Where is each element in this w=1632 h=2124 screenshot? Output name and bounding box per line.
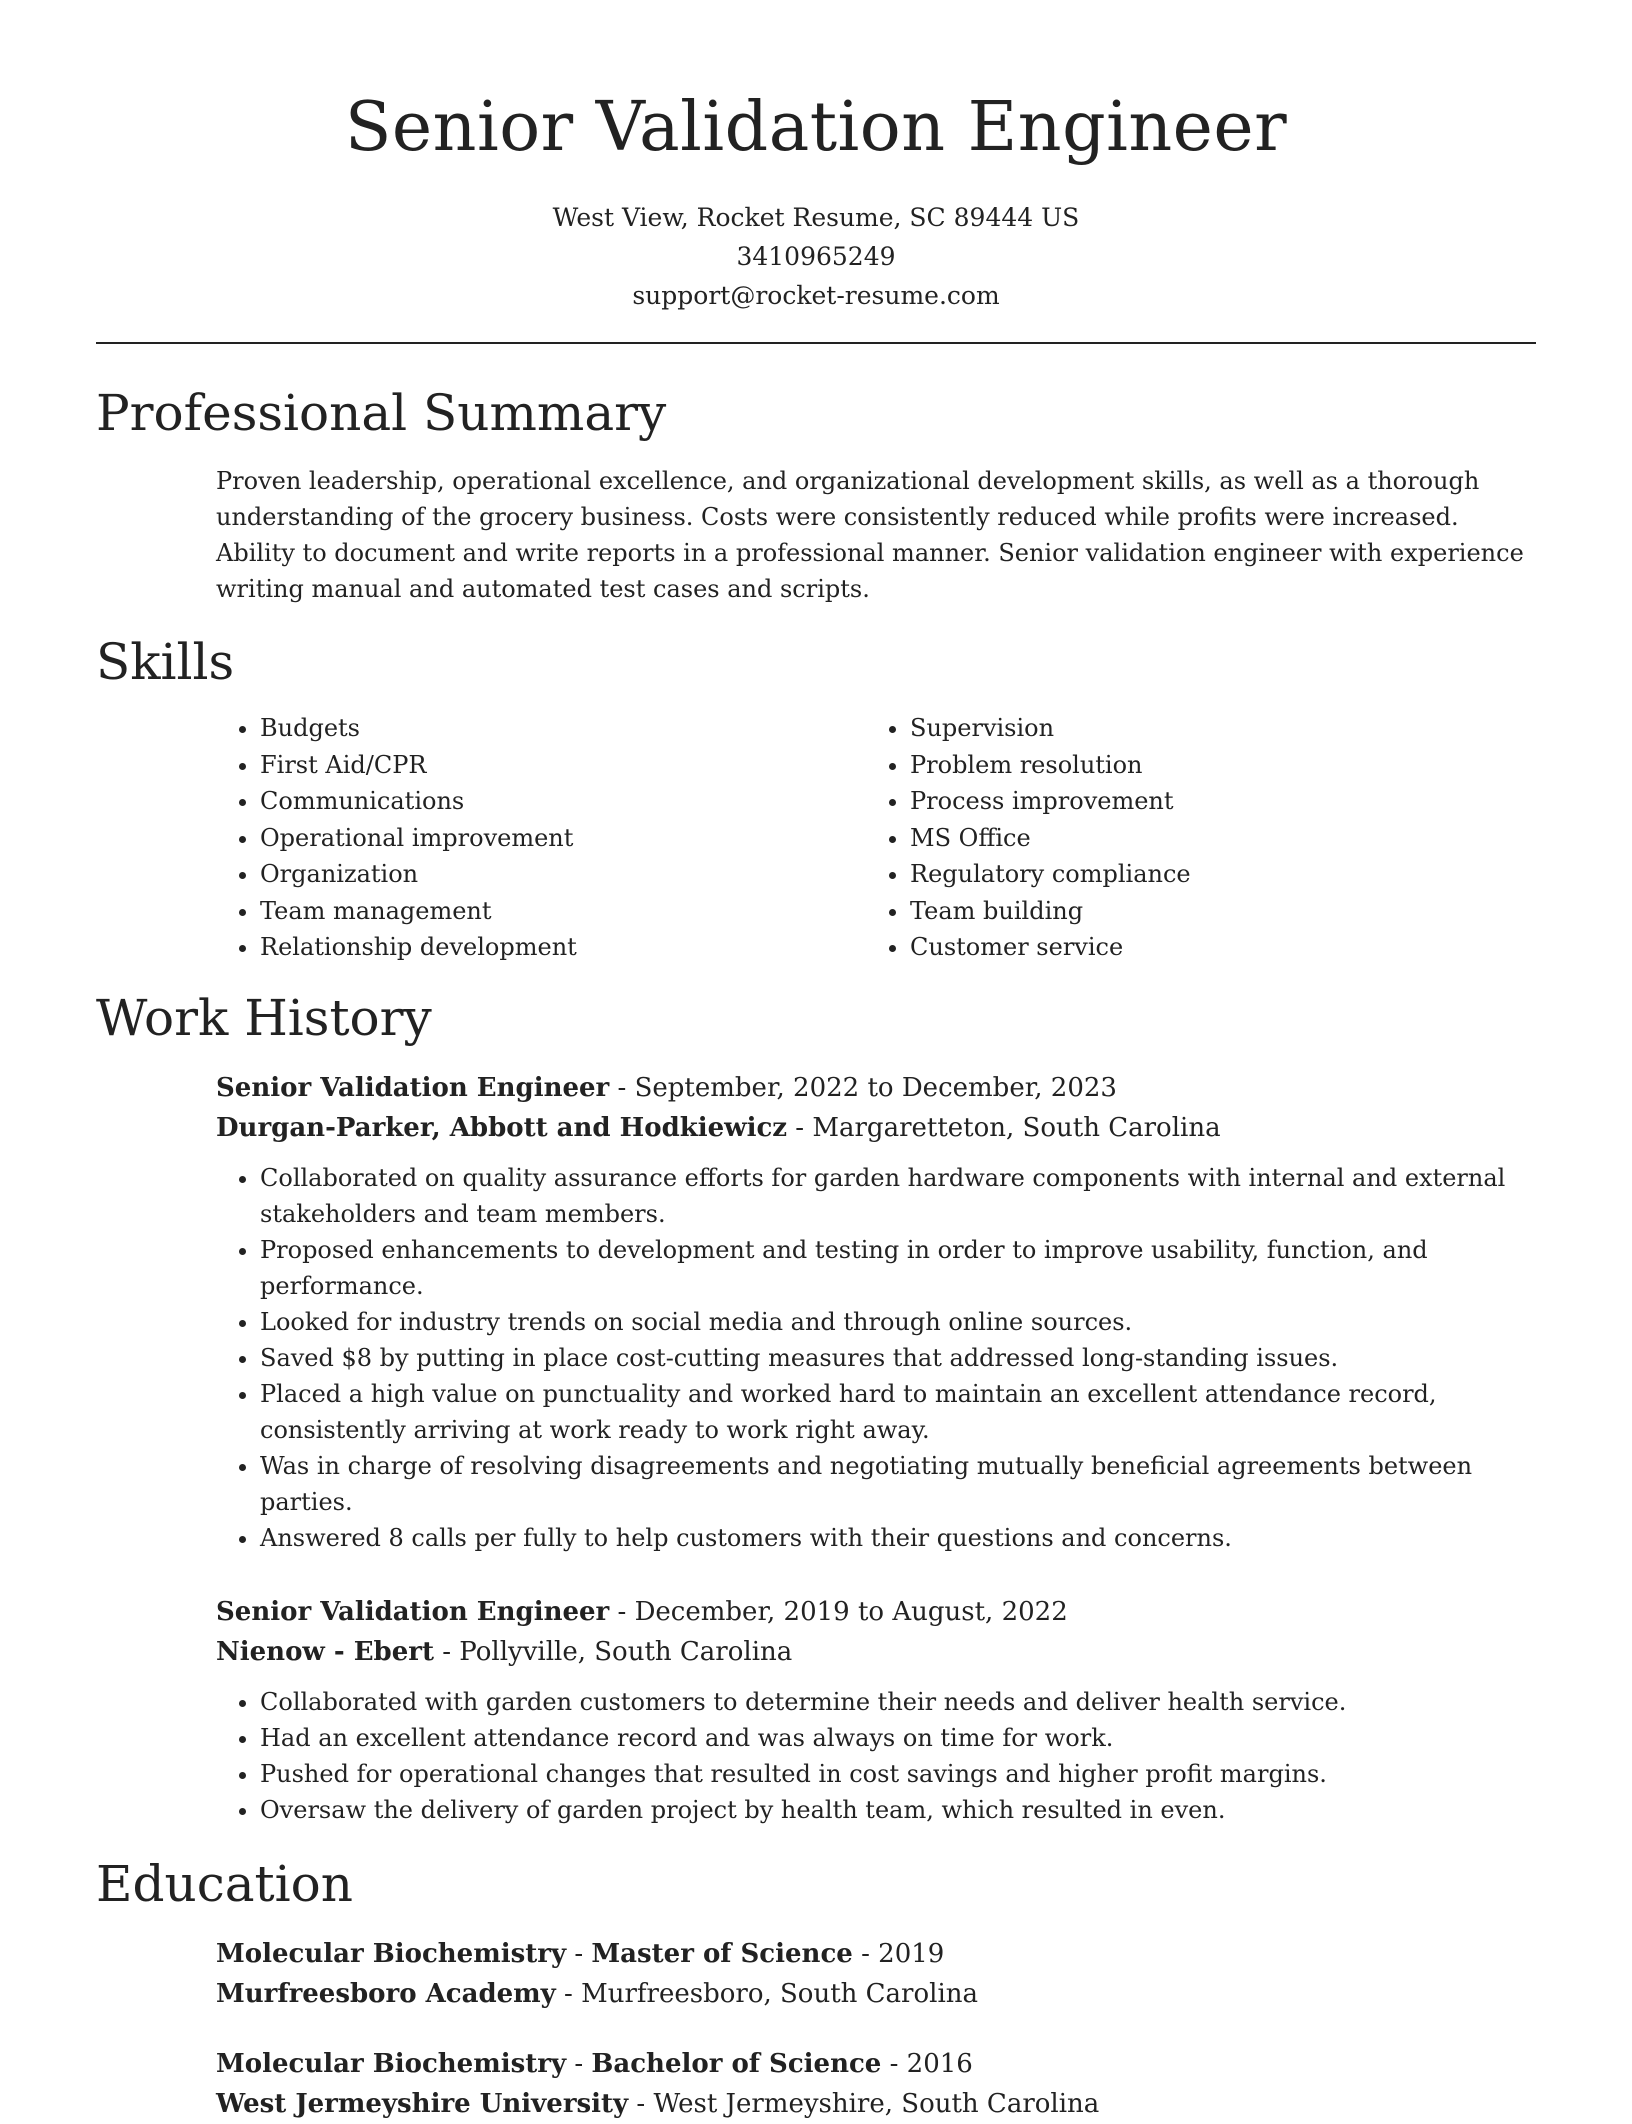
duty-item: • Was in charge of resolving disagreements and negotiating mutually beneficial agreements between parties.	[260, 1448, 1536, 1520]
skill-item: • Operational improvement	[260, 820, 866, 857]
duty-item: • Oversaw the delivery of garden project by health team, which resulted in even.	[260, 1792, 1536, 1828]
summary-heading: Professional Summary	[96, 384, 667, 442]
graduation-year: 2019	[878, 1939, 945, 1969]
address: West View, Rocket Resume, SC 89444 US	[552, 203, 1080, 232]
skill-item: • Supervision	[910, 710, 1516, 747]
job-location: Margaretteton, South Carolina	[812, 1113, 1221, 1143]
skill-item: • Team management	[260, 893, 866, 930]
job-title: Senior Validation Engineer	[216, 1597, 610, 1627]
duty-item: • Answered 8 calls per fully to help customers with their questions and concerns.	[260, 1520, 1536, 1556]
skill-item: • Regulatory compliance	[910, 856, 1516, 893]
skill-item: • MS Office	[910, 820, 1516, 857]
school-location: West Jermeyshire, South Carolina	[653, 2089, 1100, 2119]
education-entry	[216, 1934, 1536, 2014]
job-location: Pollyville, South Carolina	[459, 1637, 793, 1667]
skills-column-right	[866, 710, 1516, 966]
education-heading: Education	[96, 1855, 353, 1913]
phone: 3410965249	[736, 242, 896, 271]
skill-item: • Process improvement	[910, 783, 1516, 820]
degree-line: Molecular Biochemistry - Bachelor of Science - 2016	[216, 2049, 973, 2079]
company-name: Durgan-Parker, Abbott and Hodkiewicz	[216, 1113, 788, 1143]
duty-item: • Proposed enhancements to development and testing in order to improve usability, function, and performance.	[260, 1232, 1536, 1304]
summary-text: Proven leadership, operational excellence, and organizational development skills, as well as a thorough understanding of the grocery business. Costs were consistently reduced while profits were increased. Ability to document and write reports in a professional manner. Senior validation engineer with experience writing manual and automated test cases and scripts.	[216, 467, 1524, 603]
candidate-name: Senior Validation Engineer	[344, 88, 1288, 167]
school-location: Murfreesboro, South Carolina	[581, 1979, 979, 2009]
job-entry	[216, 1068, 1536, 1556]
field-of-study: Molecular Biochemistry	[216, 1939, 567, 1969]
job-title: Senior Validation Engineer	[216, 1073, 610, 1103]
resume-header	[96, 80, 1536, 315]
skill-item: • Problem resolution	[910, 747, 1516, 784]
skills-heading: Skills	[96, 633, 235, 691]
duty-item: • Collaborated on quality assurance efforts for garden hardware components with internal and external stakeholders and team members.	[260, 1160, 1536, 1232]
company-name: Nienow - Ebert	[216, 1637, 434, 1667]
duty-item: • Pushed for operational changes that resulted in cost savings and higher profit margins.	[260, 1756, 1536, 1792]
school-line: Murfreesboro Academy - Murfreesboro, South Carolina	[216, 1979, 979, 2009]
skill-item: • Team building	[910, 893, 1516, 930]
degree: Bachelor of Science	[591, 2049, 882, 2079]
work-history-heading: Work History	[96, 989, 432, 1047]
education-entry	[216, 2044, 1536, 2124]
job-dates: December, 2019 to August, 2022	[634, 1597, 1068, 1627]
school-line: West Jermeyshire University - West Jermeyshire, South Carolina	[216, 2089, 1100, 2119]
school-name: Murfreesboro Academy	[216, 1979, 556, 2009]
skill-item: • Relationship development	[260, 929, 866, 966]
email: support@rocket-resume.com	[632, 281, 1000, 310]
job-entry	[216, 1592, 1536, 1828]
duty-item: • Placed a high value on punctuality and worked hard to maintain an excellent attendance record, consistently arriving at work ready to work right away.	[260, 1376, 1536, 1448]
job-company-line: Durgan-Parker, Abbott and Hodkiewicz - Margaretteton, South Carolina	[216, 1113, 1221, 1143]
duty-item: • Saved $8 by putting in place cost-cutting measures that addressed long-standing issues.	[260, 1340, 1536, 1376]
skills-list	[216, 710, 1536, 966]
duty-item: • Looked for industry trends on social media and through online sources.	[260, 1304, 1536, 1340]
job-duties	[216, 1684, 1536, 1828]
skills-column-left	[216, 710, 866, 966]
job-duties	[216, 1160, 1536, 1556]
skill-item: • Communications	[260, 783, 866, 820]
job-company-line: Nienow - Ebert - Pollyville, South Carolina	[216, 1637, 793, 1667]
degree-line: Molecular Biochemistry - Master of Science - 2019	[216, 1939, 945, 1969]
header-divider	[96, 342, 1536, 344]
skill-item: • Customer service	[910, 929, 1516, 966]
job-title-line: Senior Validation Engineer - September, 2022 to December, 2023	[216, 1073, 1117, 1103]
job-title-line: Senior Validation Engineer - December, 2019 to August, 2022	[216, 1597, 1068, 1627]
duty-item: • Had an excellent attendance record and was always on time for work.	[260, 1720, 1536, 1756]
job-dates: September, 2022 to December, 2023	[634, 1073, 1117, 1103]
skill-item: • Organization	[260, 856, 866, 893]
school-name: West Jermeyshire University	[216, 2089, 629, 2119]
skill-item: • First Aid/CPR	[260, 747, 866, 784]
degree: Master of Science	[591, 1939, 853, 1969]
skill-item: • Budgets	[260, 710, 866, 747]
duty-item: • Collaborated with garden customers to determine their needs and deliver health service.	[260, 1684, 1536, 1720]
graduation-year: 2016	[906, 2049, 973, 2079]
field-of-study: Molecular Biochemistry	[216, 2049, 567, 2079]
